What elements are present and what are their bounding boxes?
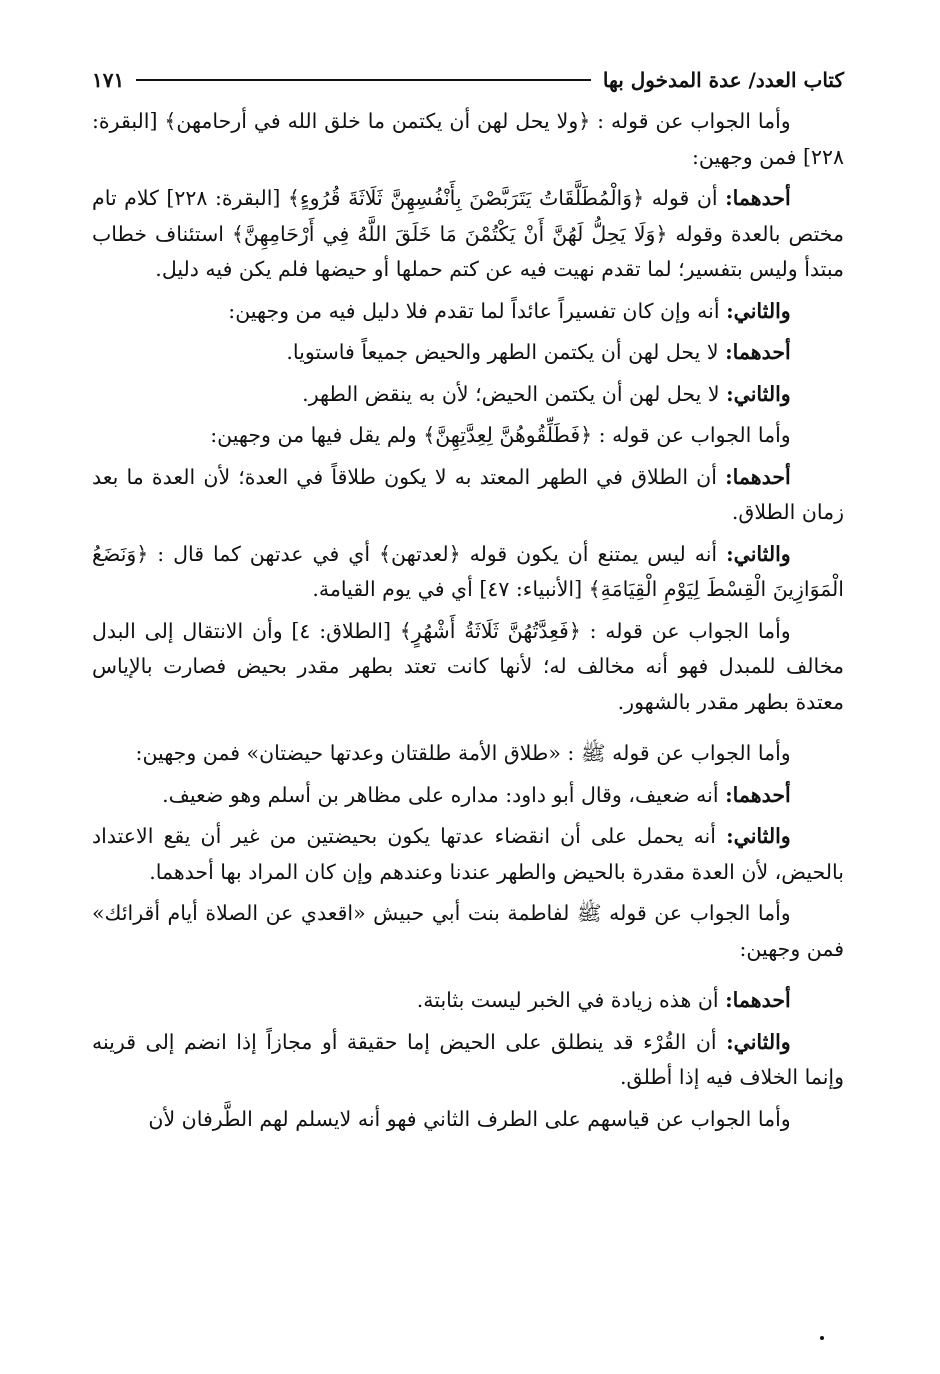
paragraph [92,614,844,721]
paragraph [92,181,844,288]
paragraph [92,418,844,454]
paragraph-gap [92,726,844,736]
paragraph [92,983,844,1019]
paragraph [92,1025,844,1096]
paragraph-text: أنه ليس يمتنع أن يكون قوله ﴿لعدتهن﴾ أي في عدتهن كما قال : ﴿وَنَضَعُ الْمَوَازِينَ الْقِسْطَ لِيَوْمِ الْقِيَامَةِ﴾ [الأنبياء: ٤٧] أي في يوم القيامة. [92,541,844,601]
paragraph-lead: والثاني: [726,541,791,566]
paragraph-text: أنه ضعيف، وقال أبو داود: مداره على مظاهر بن أسلم وهو ضعيف. [162,782,726,807]
paragraph-text: أن قوله ﴿وَالْمُطَلَّقَاتُ يَتَرَبَّصْنَ بِأَنْفُسِهِنَّ ثَلَاثَةَ قُرُوءٍ﴾ [البقرة: ٢٢٨] كلام تام مختص بالعدة وقوله ﴿وَلَا يَحِلُّ لَهُنَّ أَنْ يَكْتُمْنَ مَا خَلَقَ اللَّهُ فِي أَرْحَامِهِنَّ﴾ استئناف خطاب مبتدأ وليس بتفسير؛ لما تقدم نهيت فيه عن كتم حملها أو حيضها فلم يكن فيه دليل. [92,186,844,281]
paragraph-text: وأما الجواب عن قياسهم على الطرف الثاني فهو أنه لايسلم لهم الطَّرفان لأن [148,1106,791,1131]
paragraph [92,896,844,967]
paragraph-text: لا يحل لهن أن يكتمن الحيض؛ لأن به ينقض الطهر. [302,381,727,406]
paragraph-lead: أحدهما: [725,782,791,807]
page-number: ١٧١ [92,68,125,92]
paragraph [92,335,844,371]
paragraph-text: وأما الجواب عن قوله : ﴿ولا يحل لهن أن يكتمن ما خلق الله في أرحامهن﴾ [البقرة: ٢٢٨] فمن وجهين: [92,109,844,169]
paragraph-text: وأما الجواب عن قوله : ﴿فَطَلِّقُوهُنَّ لِعِدَّتِهِنَّ﴾ ولم يقل فيها من وجهين: [210,423,791,447]
paragraph-lead: أحدهما: [725,464,791,489]
paragraph-text: أن الطلاق في الطهر المعتد به لا يكون طلاقاً في العدة؛ لأن العدة ما بعد زمان الطلاق. [92,464,844,524]
paragraph-gap [92,973,844,983]
ink-dot [820,1336,824,1340]
paragraph-lead: والثاني: [726,381,791,406]
paragraph [92,377,844,413]
paragraph [92,294,844,330]
paragraph [92,460,844,531]
paragraph-lead: أحدهما: [725,186,791,210]
paragraph-lead: والثاني: [726,824,791,848]
paragraph [92,1102,844,1138]
paragraph [92,736,844,772]
paragraph-lead: أحدهما: [725,340,791,364]
paragraph-text: وأما الجواب عن قوله ﷺ : «طلاق الأمة طلقتان وعدتها حيضتان» فمن وجهين: [135,741,791,765]
paragraph-text: وأما الجواب عن قوله ﷺ لفاطمة بنت أبي حبيش «اقعدي عن الصلاة أيام أقرائك» فمن وجهين: [92,901,844,961]
paragraph-text: أنه يحمل على أن انقضاء عدتها يكون بحيضتين من غير أن يقع الاعتداد بالحيض، لأن العدة مقدرة بالحيض والطهر عندنا وعندهم وإن كان المراد بها أحدهما. [92,824,844,884]
paragraph [92,819,844,890]
paragraph-lead: والثاني: [726,1029,791,1054]
running-header [92,60,844,100]
paragraph [92,104,844,175]
paragraph-lead: والثاني: [726,298,791,323]
paragraph-lead: أحدهما: [725,988,791,1012]
body-text [92,104,844,1137]
header-title: كتاب العدد/ عدة المدخول بها [602,68,844,92]
book-page [92,60,844,1350]
paragraph [92,778,844,814]
paragraph-text: وأما الجواب عن قوله : ﴿فَعِدَّتُهُنَّ ثَلَاثَةُ أَشْهُرٍ﴾ [الطلاق: ٤] وأن الانتقال إلى البدل مخالف للمبدل فهو أنه مخالف له؛ لأنها كانت تعتد بطهر مقدر بحيض فصارت بالإياس معتدة بطهر مقدر بالشهور. [92,618,844,714]
paragraph [92,537,844,608]
paragraph-text: أن القُرْء قد ينطلق على الحيض إما حقيقة أو مجازاً إذا انضم إلى قرينه وإنما الخلاف فيه إذا أطلق. [92,1029,844,1089]
paragraph-text: أن هذه زيادة في الخبر ليست بثابتة. [416,988,726,1012]
header-rule [136,79,591,81]
paragraph-text: أنه وإن كان تفسيراً عائداً لما تقدم فلا دليل فيه من وجهين: [228,298,727,323]
paragraph-text: لا يحل لهن أن يكتمن الطهر والحيض جميعاً فاستويا. [286,340,726,364]
